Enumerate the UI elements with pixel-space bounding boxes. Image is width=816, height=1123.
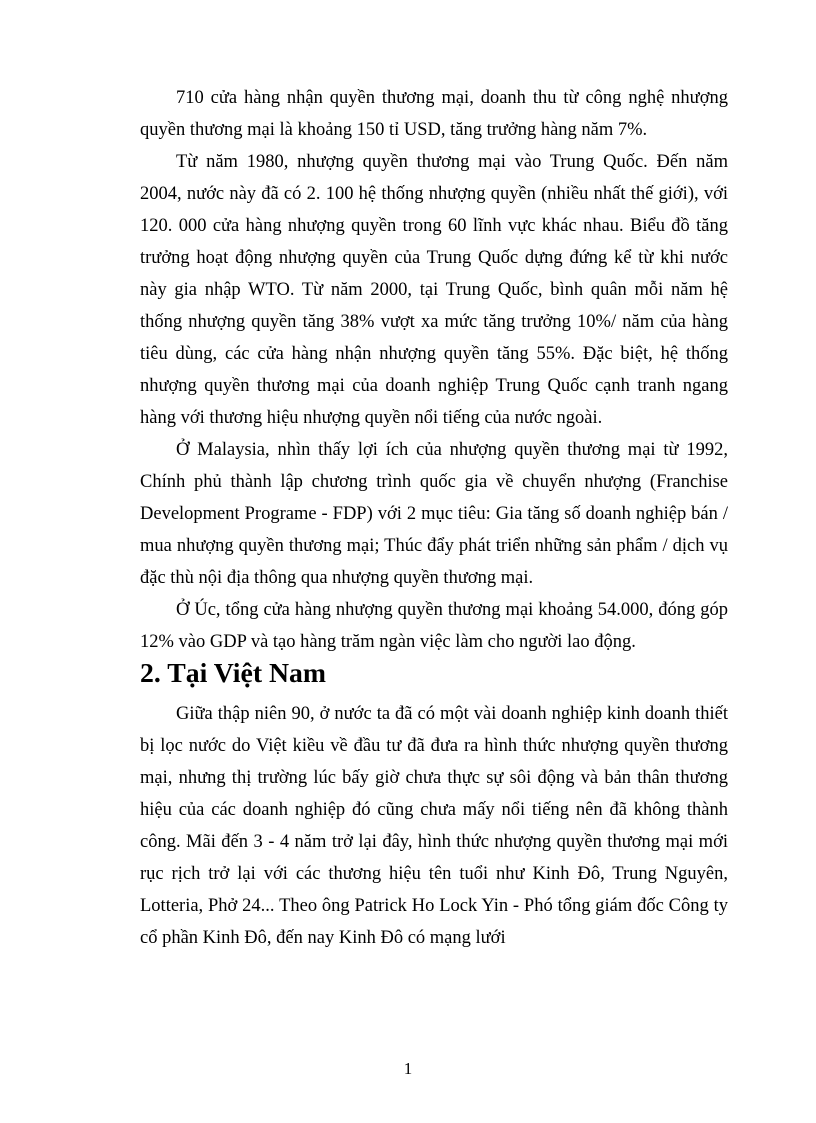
paragraph-china: Từ năm 1980, nhượng quyền thương mại vào Trung Quốc. Đến năm 2004, nước này đã có 2. 100 hệ thống nhượng quyền (nhiều nhất thế giới), với 120. 000 cửa hàng nhượng quyền trong 60 lĩnh vực khác nhau. Biểu đồ tăng trưởng hoạt động nhượng quyền của Trung Quốc dựng đứng kể từ khi nước này gia nhập WTO. Từ năm 2000, tại Trung Quốc, bình quân mỗi năm hệ thống nhượng quyền tăng 38% vượt xa mức tăng trưởng 10%/ năm của hàng tiêu dùng, các cửa hàng nhận nhượng quyền tăng 55%. Đặc biệt, hệ thống nhượng quyền thương mại của doanh nghiệp Trung Quốc cạnh tranh ngang hàng với thương hiệu nhượng quyền nổi tiếng của nước ngoài. (140, 152, 728, 428)
paragraph-vietnam: Giữa thập niên 90, ở nước ta đã có một vài doanh nghiệp kinh doanh thiết bị lọc nước do Việt kiều về đầu tư đã đưa ra hình thức nhượng quyền thương mại, nhưng thị trường lúc bấy giờ chưa thực sự sôi động và bản thân thương hiệu của các doanh nghiệp đó cũng chưa mấy nổi tiếng nên đã không thành công. Mãi đến 3 - 4 năm trở lại đây, hình thức nhượng quyền thương mại mới rục rịch trở lại với các thương hiệu tên tuổi như Kinh Đô, Trung Nguyên, Lotteria, Phở 24... Theo ông Patrick Ho Lock Yin - Phó tổng giám đốc Công ty cổ phần Kinh Đô, đến nay Kinh Đô có mạng lưới (140, 704, 728, 948)
document-body (140, 82, 728, 954)
page-number: 1 (403, 1059, 413, 1078)
paragraph-franchise-revenue: 710 cửa hàng nhận quyền thương mại, doanh thu từ công nghệ nhượng quyền thương mại là khoảng 150 tỉ USD, tăng trưởng hàng năm 7%. (140, 88, 728, 140)
paragraph-malaysia: Ở Malaysia, nhìn thấy lợi ích của nhượng quyền thương mại từ 1992, Chính phủ thành lập chương trình quốc gia về chuyển nhượng (Franchise Development Programe - FDP) với 2 mục tiêu: Gia tăng số doanh nghiệp bán / mua nhượng quyền thương mại; Thúc đẩy phát triển những sản phẩm / dịch vụ đặc thù nội địa thông qua nhượng quyền thương mại. (140, 440, 728, 588)
paragraph-australia: Ở Úc, tổng cửa hàng nhượng quyền thương mại khoảng 54.000, đóng góp 12% vào GDP và tạo hàng trăm ngàn việc làm cho người lao động. (140, 600, 728, 652)
section-heading: 2. Tại Việt Nam (140, 658, 327, 689)
